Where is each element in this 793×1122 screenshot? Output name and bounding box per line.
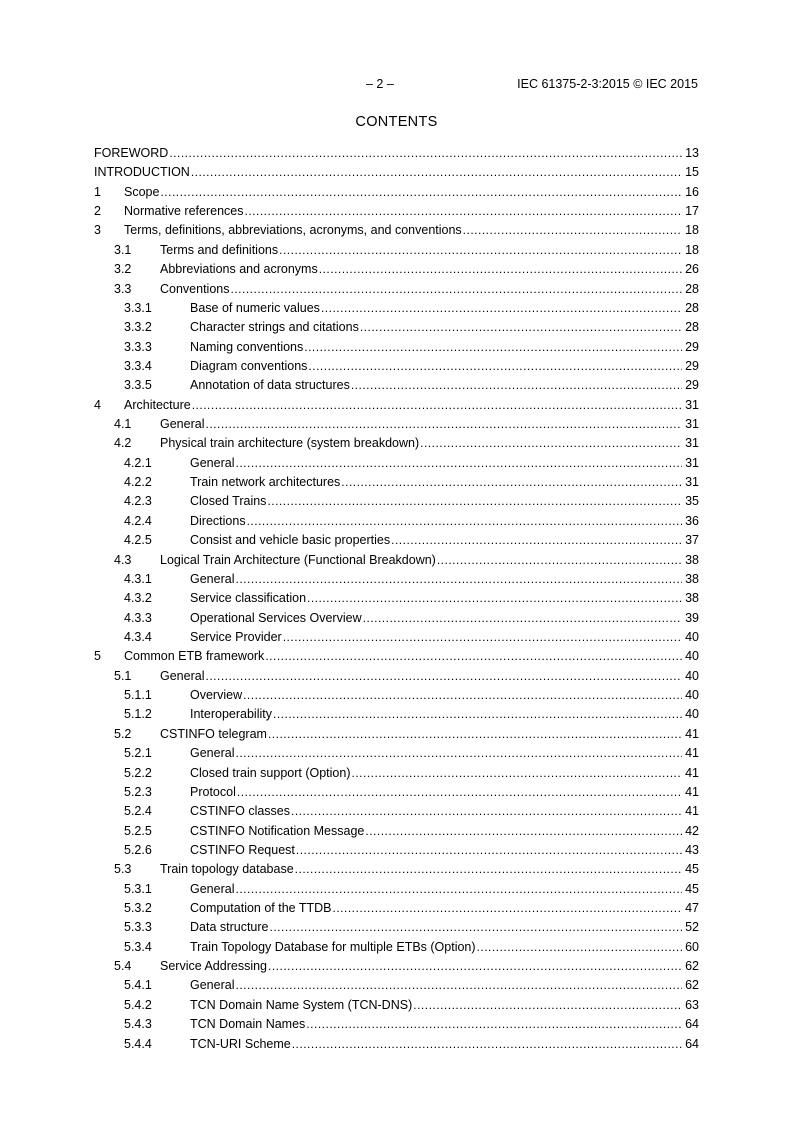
- toc-entry-title: Service Addressing: [160, 959, 268, 974]
- toc-entry[interactable]: [94, 261, 699, 280]
- toc-entry-title: General: [190, 455, 235, 470]
- toc-entry-number: 4.2.3: [124, 494, 152, 509]
- dot-leader: [235, 881, 682, 897]
- toc-entry-title: Physical train architecture (system breakdown): [160, 436, 420, 451]
- toc-entry-page: 29: [685, 339, 699, 354]
- toc-entry-title: Protocol: [190, 784, 236, 799]
- toc-entry-number: 4.2: [114, 436, 132, 451]
- toc-entry-title: Service Provider: [190, 629, 282, 644]
- toc-entry-title: Common ETB framework: [124, 649, 265, 664]
- toc-entry-title: Terms and definitions: [160, 242, 279, 257]
- toc-entry-page: 64: [685, 1036, 699, 1051]
- toc-entry-page: 40: [685, 707, 699, 722]
- toc-entry[interactable]: [94, 222, 699, 241]
- toc-entry-page: 31: [685, 475, 699, 490]
- toc-entry-number: 5.4: [114, 959, 132, 974]
- toc-entry[interactable]: [94, 881, 699, 900]
- toc-entry[interactable]: [94, 648, 699, 667]
- toc-entry-number: 2: [94, 204, 101, 219]
- toc-entry[interactable]: [94, 416, 699, 435]
- dot-leader: [247, 513, 682, 529]
- toc-entry-page: 60: [685, 939, 699, 954]
- toc-entry-page: 29: [685, 378, 699, 393]
- toc-entry[interactable]: [94, 977, 699, 996]
- toc-entry-number: 3.3: [114, 281, 132, 296]
- toc-entry-page: 62: [685, 959, 699, 974]
- toc-entry-page: 37: [685, 533, 699, 548]
- toc-entry-title: CSTINFO Request: [190, 842, 295, 857]
- toc-entry-number: 4.2.4: [124, 513, 152, 528]
- dot-leader: [273, 706, 682, 722]
- dot-leader: [235, 455, 682, 471]
- dot-leader: [191, 164, 682, 180]
- toc-entry-title: CSTINFO Notification Message: [190, 823, 365, 838]
- toc-entry-number: 4.1: [114, 417, 132, 432]
- toc-entry-number: 4.3.4: [124, 629, 152, 644]
- dot-leader: [363, 610, 682, 626]
- toc-entry-page: 52: [685, 920, 699, 935]
- toc-entry[interactable]: [94, 629, 699, 648]
- dot-leader: [267, 493, 682, 509]
- toc-entry-page: 41: [685, 784, 699, 799]
- toc-entry[interactable]: [94, 339, 699, 358]
- toc-entry-title: Train Topology Database for multiple ETBs (Option): [190, 939, 476, 954]
- toc-entry-number: 5.2: [114, 726, 132, 741]
- toc-entry-title: General: [190, 571, 235, 586]
- toc-entry-title: Diagram conventions: [190, 358, 308, 373]
- toc-entry-number: 3.3.4: [124, 358, 152, 373]
- toc-entry[interactable]: [94, 958, 699, 977]
- toc-entry-number: 5.1.2: [124, 707, 152, 722]
- toc-entry-page: 31: [685, 397, 699, 412]
- toc-entry-title: Closed Trains: [190, 494, 267, 509]
- dot-leader: [360, 319, 682, 335]
- dot-leader: [169, 145, 682, 161]
- dot-leader: [205, 416, 682, 432]
- dot-leader: [243, 687, 682, 703]
- toc-entry[interactable]: [94, 571, 699, 590]
- dot-leader: [341, 474, 682, 490]
- toc-entry[interactable]: [94, 397, 699, 416]
- toc-entry-number: 3.3.2: [124, 320, 152, 335]
- dot-leader: [319, 261, 682, 277]
- toc-entry[interactable]: [94, 493, 699, 512]
- toc-entry[interactable]: [94, 919, 699, 938]
- toc-entry-number: 5.1: [114, 668, 132, 683]
- toc-entry[interactable]: [94, 300, 699, 319]
- dot-leader: [231, 281, 683, 297]
- toc-entry-page: 47: [685, 901, 699, 916]
- toc-entry-number: 3.3.1: [124, 300, 152, 315]
- toc-entry[interactable]: [94, 242, 699, 261]
- toc-entry[interactable]: [94, 687, 699, 706]
- toc-entry-number: 1: [94, 184, 101, 199]
- dot-leader: [279, 242, 682, 258]
- dot-leader: [268, 958, 682, 974]
- dot-leader: [308, 358, 682, 374]
- toc-entry-title: Directions: [190, 513, 246, 528]
- toc-entry[interactable]: [94, 842, 699, 861]
- toc-entry-page: 40: [685, 649, 699, 664]
- toc-entry-number: 4.2.1: [124, 455, 152, 470]
- toc-entry-page: 40: [685, 629, 699, 644]
- toc-entry-number: 5.3.3: [124, 920, 152, 935]
- toc-entry-title: CSTINFO telegram: [160, 726, 267, 741]
- toc-entry[interactable]: [94, 145, 699, 164]
- toc-entry[interactable]: [94, 377, 699, 396]
- toc-entry-number: 5.4.3: [124, 1017, 152, 1032]
- dot-leader: [160, 184, 682, 200]
- dot-leader: [413, 997, 682, 1013]
- toc-entry[interactable]: [94, 358, 699, 377]
- toc-entry[interactable]: [94, 319, 699, 338]
- toc-entry-page: 62: [685, 978, 699, 993]
- toc-entry-title: Architecture: [124, 397, 191, 412]
- toc-entry-page: 42: [685, 823, 699, 838]
- toc-entry-page: 28: [685, 281, 699, 296]
- toc-entry-title: Operational Services Overview: [190, 610, 362, 625]
- toc-entry-page: 41: [685, 726, 699, 741]
- toc-entry-number: 5.4.1: [124, 978, 152, 993]
- dot-leader: [268, 726, 682, 742]
- toc-entry[interactable]: [94, 726, 699, 745]
- dot-leader: [235, 745, 682, 761]
- toc-entry-page: 43: [685, 842, 699, 857]
- toc-entry-title: General: [160, 668, 205, 683]
- toc-entry-title: Data structure: [190, 920, 269, 935]
- toc-entry-page: 45: [685, 881, 699, 896]
- toc-entry[interactable]: [94, 184, 699, 203]
- table-of-contents: [94, 145, 699, 1055]
- toc-entry-number: 4: [94, 397, 101, 412]
- toc-entry-page: 64: [685, 1017, 699, 1032]
- dot-leader: [235, 571, 682, 587]
- toc-entry-number: 5.3.4: [124, 939, 152, 954]
- toc-entry[interactable]: [94, 455, 699, 474]
- toc-entry-number: 5.3: [114, 862, 132, 877]
- toc-entry-title: Naming conventions: [190, 339, 304, 354]
- toc-entry[interactable]: [94, 203, 699, 222]
- toc-entry-number: 3.3.5: [124, 378, 152, 393]
- toc-entry-page: 38: [685, 571, 699, 586]
- toc-entry-title: General: [190, 978, 235, 993]
- dot-leader: [333, 900, 682, 916]
- dot-leader: [235, 977, 682, 993]
- toc-entry-number: 4.3.1: [124, 571, 152, 586]
- toc-entry[interactable]: [94, 1036, 699, 1055]
- toc-entry-number: 3.2: [114, 262, 132, 277]
- dot-leader: [307, 590, 682, 606]
- toc-entry-page: 41: [685, 746, 699, 761]
- document-reference: IEC 61375-2-3:2015 © IEC 2015: [517, 77, 698, 91]
- toc-entry-title: General: [160, 417, 205, 432]
- toc-entry-title: Interoperability: [190, 707, 272, 722]
- toc-entry-title: Consist and vehicle basic properties: [190, 533, 391, 548]
- toc-entry-page: 63: [685, 997, 699, 1012]
- toc-entry-title: Scope: [124, 184, 160, 199]
- dot-leader: [192, 397, 682, 413]
- toc-entry[interactable]: [94, 281, 699, 300]
- dot-leader: [296, 842, 682, 858]
- toc-entry-number: 4.2.2: [124, 475, 152, 490]
- toc-entry-number: 5.2.6: [124, 842, 152, 857]
- dot-leader: [292, 1036, 682, 1052]
- dot-leader: [265, 648, 682, 664]
- toc-entry-page: 39: [685, 610, 699, 625]
- toc-entry-number: 5.2.5: [124, 823, 152, 838]
- toc-entry[interactable]: [94, 164, 699, 183]
- toc-entry-page: 28: [685, 300, 699, 315]
- dot-leader: [391, 532, 682, 548]
- toc-entry-page: 18: [685, 242, 699, 257]
- toc-entry-number: 3.3.3: [124, 339, 152, 354]
- toc-entry-title: TCN Domain Names: [190, 1017, 306, 1032]
- dot-leader: [291, 803, 682, 819]
- toc-entry-number: 4.3.3: [124, 610, 152, 625]
- toc-entry[interactable]: [94, 610, 699, 629]
- toc-entry-number: 4.2.5: [124, 533, 152, 548]
- toc-entry[interactable]: [94, 939, 699, 958]
- toc-entry-number: 5.1.1: [124, 688, 152, 703]
- dot-leader: [437, 552, 682, 568]
- toc-entry[interactable]: [94, 552, 699, 571]
- toc-entry-page: 41: [685, 765, 699, 780]
- dot-leader: [306, 1016, 682, 1032]
- dot-leader: [420, 435, 682, 451]
- toc-entry-title: Train network architectures: [190, 475, 341, 490]
- dot-leader: [365, 823, 682, 839]
- dot-leader: [283, 629, 682, 645]
- toc-entry-page: 13: [685, 146, 699, 160]
- toc-entry-title: Overview: [190, 688, 243, 703]
- toc-entry-title: Annotation of data structures: [190, 378, 350, 393]
- toc-entry-title: General: [190, 746, 235, 761]
- toc-entry[interactable]: [94, 1016, 699, 1035]
- toc-entry[interactable]: [94, 900, 699, 919]
- toc-entry[interactable]: [94, 803, 699, 822]
- dot-leader: [205, 668, 682, 684]
- page-header: [0, 77, 793, 93]
- toc-entry-number: 5: [94, 649, 101, 664]
- toc-entry-title: General: [190, 881, 235, 896]
- toc-entry-title: Abbreviations and acronyms: [160, 262, 318, 277]
- toc-entry-page: 26: [685, 262, 699, 277]
- toc-entry-page: 15: [685, 165, 699, 180]
- toc-entry-page: 31: [685, 417, 699, 432]
- toc-entry-title: Normative references: [124, 204, 244, 219]
- toc-entry-title: Conventions: [160, 281, 230, 296]
- dot-leader: [237, 784, 682, 800]
- toc-entry-page: 41: [685, 804, 699, 819]
- page-number: – 2 –: [366, 77, 394, 91]
- toc-entry-page: 35: [685, 494, 699, 509]
- toc-entry-number: 5.4.2: [124, 997, 152, 1012]
- toc-entry-title: Terms, definitions, abbreviations, acronyms, and conventions: [124, 223, 462, 238]
- toc-entry[interactable]: [94, 532, 699, 551]
- toc-entry-page: 31: [685, 455, 699, 470]
- toc-entry[interactable]: [94, 784, 699, 803]
- toc-entry-title: Closed train support (Option): [190, 765, 351, 780]
- toc-entry-page: 18: [685, 223, 699, 238]
- toc-entry-page: 36: [685, 513, 699, 528]
- toc-entry-number: 5.2.3: [124, 784, 152, 799]
- toc-entry[interactable]: [94, 706, 699, 725]
- contents-heading: CONTENTS: [355, 114, 438, 130]
- toc-entry-title: INTRODUCTION: [94, 165, 190, 180]
- toc-entry-title: TCN-URI Scheme: [190, 1036, 291, 1051]
- toc-entry-number: 5.3.1: [124, 881, 152, 896]
- toc-entry[interactable]: [94, 474, 699, 493]
- toc-entry-title: TCN Domain Name System (TCN-DNS): [190, 997, 413, 1012]
- dot-leader: [352, 765, 683, 781]
- toc-entry[interactable]: [94, 513, 699, 532]
- dot-leader: [463, 222, 682, 238]
- dot-leader: [245, 203, 683, 219]
- toc-entry-page: 29: [685, 358, 699, 373]
- toc-entry-page: 38: [685, 552, 699, 567]
- toc-entry-title: CSTINFO classes: [190, 804, 291, 819]
- toc-entry[interactable]: [94, 997, 699, 1016]
- dot-leader: [304, 339, 682, 355]
- dot-leader: [477, 939, 682, 955]
- dot-leader: [270, 919, 682, 935]
- toc-entry-title: Train topology database: [160, 862, 294, 877]
- toc-entry-number: 3: [94, 223, 101, 238]
- toc-entry-title: FOREWORD: [94, 146, 169, 160]
- toc-entry[interactable]: [94, 823, 699, 842]
- toc-entry-page: 28: [685, 320, 699, 335]
- dot-leader: [351, 377, 682, 393]
- toc-entry-page: 45: [685, 862, 699, 877]
- toc-entry-page: 38: [685, 591, 699, 606]
- toc-entry-number: 5.2.1: [124, 746, 152, 761]
- toc-entry[interactable]: [94, 745, 699, 764]
- toc-entry[interactable]: [94, 435, 699, 454]
- toc-entry-number: 5.2.4: [124, 804, 152, 819]
- toc-entry[interactable]: [94, 861, 699, 880]
- toc-entry-page: 40: [685, 668, 699, 683]
- toc-entry-number: 3.1: [114, 242, 132, 257]
- toc-entry-number: 5.3.2: [124, 901, 152, 916]
- toc-entry-number: 5.4.4: [124, 1036, 152, 1051]
- toc-entry-page: 31: [685, 436, 699, 451]
- toc-entry-number: 4.3: [114, 552, 132, 567]
- dot-leader: [321, 300, 682, 316]
- toc-entry-title: Base of numeric values: [190, 300, 320, 315]
- toc-entry[interactable]: [94, 668, 699, 687]
- toc-entry-number: 4.3.2: [124, 591, 152, 606]
- toc-entry-title: Character strings and citations: [190, 320, 359, 335]
- toc-entry-page: 16: [685, 184, 699, 199]
- toc-entry-page: 40: [685, 688, 699, 703]
- dot-leader: [295, 861, 682, 877]
- toc-entry-title: Computation of the TTDB: [190, 901, 332, 916]
- toc-entry-title: Logical Train Architecture (Functional Breakdown): [160, 552, 436, 567]
- toc-entry-page: 17: [685, 204, 699, 219]
- toc-entry[interactable]: [94, 765, 699, 784]
- toc-entry-number: 5.2.2: [124, 765, 152, 780]
- toc-entry[interactable]: [94, 590, 699, 609]
- toc-entry-title: Service classification: [190, 591, 307, 606]
